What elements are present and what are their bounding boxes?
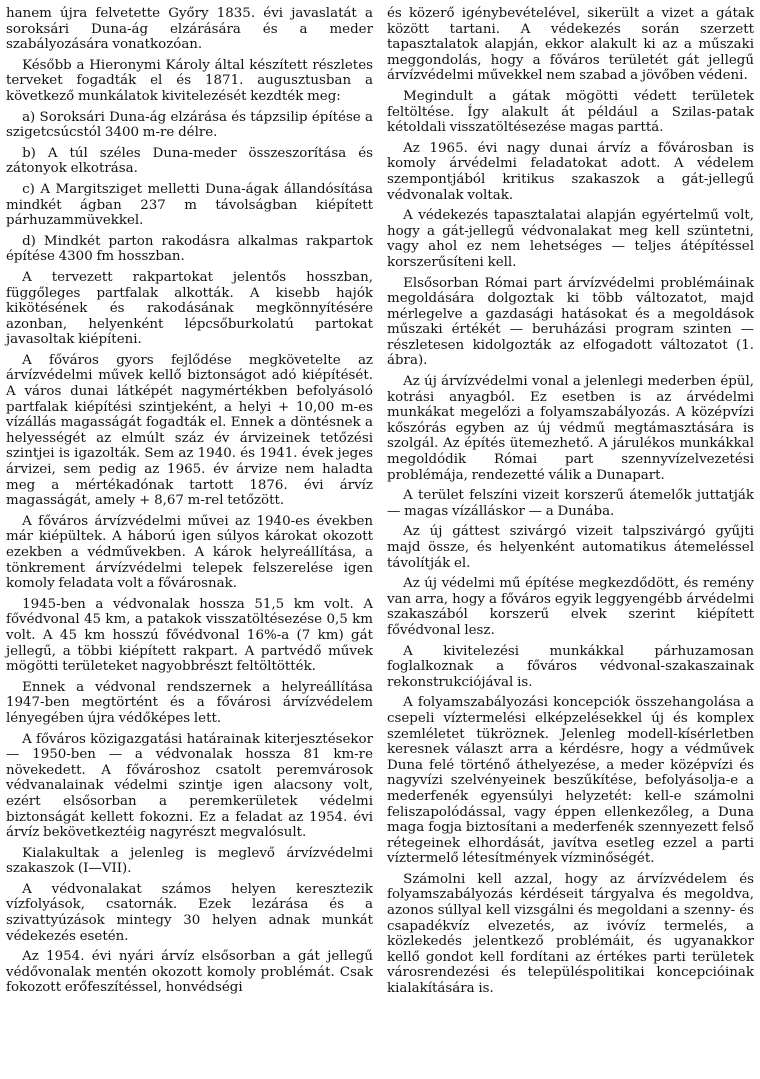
paragraph: Ennek a védvonal rendszernek a helyreállítása 1947-ben megtörtént és a fővárosi árvízvédelem lényegében újra védőképes lett. bbox=[6, 679, 373, 726]
paragraph: Számolni kell azzal, hogy az árvízvédelem és folyamszabályozás kérdéseit tárgyalva és megoldva, azonos súllyal kell vizsgálni és megoldani a szenny- és csapadékvíz elvezetés, az ivóvíz termelés, a közlekedés jelentkező problémáit, és ugyanakkor kellő gondot kell fordítani az értékes parti területek városrendezési és településpolitikai koncepcióinak kialakítására is. bbox=[387, 871, 754, 997]
left-column bbox=[6, 6, 373, 1079]
paragraph: Megindult a gátak mögötti védett területek feltöltése. Így alakult át például a Szilas-patak kétoldali visszatöltésezése magas parttá. bbox=[387, 88, 754, 136]
paragraph: A védekezés tapasztalatai alapján egyértelmű volt, hogy a gát-jellegű védvonalakat meg kell szüntetni, vagy ahol ez nem lehetséges — teljes átépítéssel korszerűsíteni kell. bbox=[387, 208, 754, 270]
paragraph: 1945-ben a védvonalak hossza 51,5 km volt. A fővédvonal 45 km, a patakok visszatöltésezése 0,5 km volt. A 45 km hosszú fővédvonal 16%-a (7 km) gát jellegű, a többi kiépített rakpart. A partvédő művek mögötti területeket nagyobbrészt feltöltötték. bbox=[6, 596, 373, 675]
paragraph: A védvonalakat számos helyen keresztezik vízfolyások, csatornák. Ezek lezárása és a szivattyúzások mintegy 30 helyen adnak munkát védekezés esetén. bbox=[6, 881, 373, 944]
list-item: b) A túl széles Duna-meder összeszorítása és zátonyok elkotrása. bbox=[6, 145, 373, 177]
list-item: a) Soroksári Duna-ág elzárása és tápzsilip építése a szigetcsúcstól 3400 m-re délre. bbox=[6, 109, 373, 141]
right-column bbox=[387, 6, 754, 1079]
paragraph: Elsősorban Római part árvízvédelmi problémáinak megoldására dolgoztak ki több változatot, majd mérlegelve a gazdasági hatásokat és a megoldások műszaki értékét — beruházási program szinten — részletesen kidolgozták az elfogadott változatot (1. ábra). bbox=[387, 275, 754, 369]
paragraph: A tervezett rakpartokat jelentős hosszban, függőleges partfalak alkották. A kisebb hajók kikötésének és rakodásának megkönnyítésére azonban, helyenként lépcsőburkolatú partokat javasoltak kiépíteni. bbox=[6, 269, 373, 348]
paragraph: Az új árvízvédelmi vonal a jelenlegi mederben épül, kotrási anyagból. Ez esetben is az árvédelmi munkákat megelőzi a folyamszabályozás. A középvízi kőszórás egyben az új védmű megtámasztására is szolgál. Az építés ütemezhető. A járulékos munkákkal megoldódik Római part szennyvízelvezetési problémája, rendezetté válik a Dunapart. bbox=[387, 374, 754, 483]
paragraph: Később a Hieronymi Károly által készített részletes terveket fogadták el és 1871. augusztusban a következő munkálatok kivitelezését kezdték meg: bbox=[6, 57, 373, 104]
paragraph: A főváros gyors fejlődése megkövetelte az árvízvédelmi művek kellő biztonságot adó kiépítését. A város dunai látképét nagymértékben befolyásoló partfalak kiépítési szintjeként, a helyi + 10,00 m-es vízállás magasságát fogadták el. Ennek a döntésnek a helyességét az elmúlt száz év árvizeinek tetőzési szintjei is igazolták. Sem az 1940. és 1941. évek jeges árvizei, sem pedig az 1965. év árvize nem haladta meg a mértékadónak tartott 1876. évi árvíz magasságát, amely + 8,67 m-rel tetőzött. bbox=[6, 352, 373, 509]
list-item: c) A Margitsziget melletti Duna-ágak állandósítása mindkét ágban 237 m távolságban kiépített párhuzammüvekkel. bbox=[6, 181, 373, 229]
paragraph: A folyamszabályozási koncepciók összehangolása a csepeli víztermelési elképzelésekkel új és komplex szemléletet tükröznek. Jelenleg modell-kísérletben keresnek választ arra a kérdésre, hogy a védművek Duna felé történő áthelyezése, a meder középvízi és nagyvízi szelvényeinek beszűkítése, befolyásolja-e a mederfenék egyensúlyi helyzetét: kell-e számolni feliszapolódással, vagy éppen ellenkezőleg, a Duna maga fogja biztosítani a mederfenék szennyezett felső rétegeinek elhordását, javítva esetleg ezzel a parti víztermelő létesítmények vízminőségét. bbox=[387, 695, 754, 867]
paragraph: A terület felszíni vizeit korszerű átemelők juttatják — magas vízálláskor — a Dunába. bbox=[387, 488, 754, 519]
list-item: d) Mindkét parton rakodásra alkalmas rakpartok építése 4300 fm hosszban. bbox=[6, 233, 373, 265]
paragraph: A főváros közigazgatási határainak kiterjesztésekor — 1950-ben — a védvonalak hossza 81 km-re növekedett. A fővároshoz csatolt peremvárosok védvanalainak védelmi szintje igen alacsony volt, ezért elsősorban a peremkerületek védelmi biztonságát kellett fokozni. Ez a feladat az 1954. évi árvíz bekövetkeztéig nagyrészt megvalósult. bbox=[6, 731, 373, 841]
paragraph: Az 1954. évi nyári árvíz elsősorban a gát jellegű védővonalak mentén okozott komoly problémát. Csak fokozott erőfeszítéssel, honvédségi bbox=[6, 949, 373, 996]
paragraph: Az új gáttest szivárgó vizeit talpszivárgó gyűjti majd össze, és helyenként automatikus átemeléssel távolítják el. bbox=[387, 524, 754, 571]
paragraph: Az 1965. évi nagy dunai árvíz a fővárosban is komoly árvédelmi feladatokat adott. A védelem szempontjából kritikus szakaszok a gát-jellegű védvonalak voltak. bbox=[387, 140, 754, 203]
paragraph: A főváros árvízvédelmi művei az 1940-es években már kiépültek. A háború igen súlyos károkat okozott ezekben a védművekben. A károk helyreállítása, a tönkrement árvízvédelmi telepek felszerelése igen komoly feladata volt a fővárosnak. bbox=[6, 513, 373, 592]
paragraph: Kialakultak a jelenleg is meglevő árvízvédelmi szakaszok (I—VII). bbox=[6, 845, 373, 877]
paragraph: hanem újra felvetette Győry 1835. évi javaslatát a soroksári Duna-ág elzárására és a meder szabályozására vonatkozóan. bbox=[6, 6, 373, 53]
paragraph: és közerő igénybevételével, sikerült a vizet a gátak között tartani. A védekezés során szerzett tapasztalatok alapján, ekkor alakult ki az a műszaki meggondolás, hogy a főváros területét gát jellegű árvízvédelmi művekkel nem szabad a jövőben védeni. bbox=[387, 6, 754, 84]
paragraph: A kivitelezési munkákkal párhuzamosan foglalkoznak a főváros védvonal-szakaszainak rekonstrukciójával is. bbox=[387, 643, 754, 690]
paragraph: Az új védelmi mű építése megkezdődött, és remény van arra, hogy a főváros egyik leggyengébb árvédelmi szakaszából korszerű elvek szerint kiépített fővédvonal lesz. bbox=[387, 576, 754, 638]
